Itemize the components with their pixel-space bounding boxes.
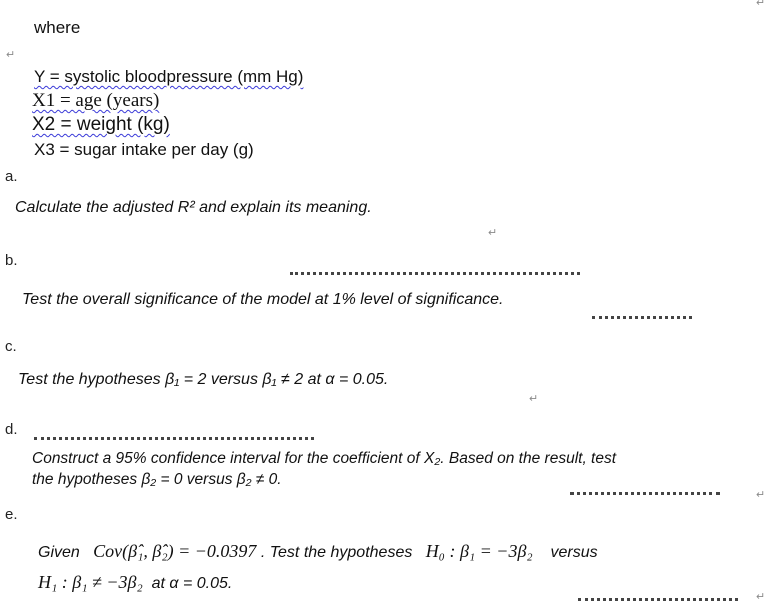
- given-text: Given: [38, 544, 80, 561]
- paragraph-mark: ↵: [756, 489, 766, 501]
- part-e-line1: [38, 541, 598, 562]
- cut-text-top: [34, 437, 314, 444]
- cut-text-bottom: [592, 316, 692, 323]
- test-text: . Test the hypotheses: [260, 544, 413, 561]
- part-a-label: a.: [5, 168, 18, 185]
- cut-text-top: [290, 272, 580, 279]
- part-c-label: c.: [5, 338, 17, 355]
- paragraph-mark: ↵: [756, 0, 766, 9]
- part-d-label: d.: [5, 421, 18, 438]
- part-e-line2: [38, 572, 232, 593]
- x3-definition: X3 = sugar intake per day (g): [34, 140, 254, 159]
- part-b-label: b.: [5, 252, 18, 269]
- part-d-question-line1: Construct a 95% confidence interval for the coefficient of X₂. Based on the result, test: [32, 450, 617, 467]
- paragraph-mark: ↵: [6, 49, 16, 61]
- x2-definition: X2 = weight (kg): [32, 114, 170, 135]
- alternative-hypothesis: H₁ : β₁ ≠ −3β₂: [38, 572, 143, 592]
- part-d-question-line2: the hypotheses β₂ = 0 versus β₂ ≠ 0.: [32, 471, 282, 488]
- x1-definition: X1 = age (years): [32, 90, 160, 111]
- part-e-label: e.: [5, 506, 18, 523]
- cut-text-bottom: [578, 598, 738, 605]
- versus-text: versus: [550, 544, 598, 561]
- alpha-text: at α = 0.05.: [151, 575, 233, 592]
- part-c-question: Test the hypotheses β₁ = 2 versus β₁ ≠ 2 at α = 0.05.: [18, 371, 389, 388]
- where-text: where: [34, 18, 81, 37]
- paragraph-mark: ↵: [756, 591, 766, 603]
- part-b-question: Test the overall significance of the model at 1% level of significance.: [22, 291, 504, 308]
- paragraph-mark: ↵: [529, 393, 539, 405]
- part-a-question: Calculate the adjusted R² and explain its meaning.: [15, 199, 372, 216]
- covariance-expression: Cov(β̂₁, β̂₂) = −0.0397: [93, 541, 257, 561]
- cut-text-bottom: [570, 492, 720, 499]
- y-definition: Y = systolic bloodpressure (mm Hg): [34, 67, 304, 86]
- null-hypothesis: H₀ : β₁ = −3β₂: [425, 541, 533, 561]
- paragraph-mark: ↵: [488, 227, 498, 239]
